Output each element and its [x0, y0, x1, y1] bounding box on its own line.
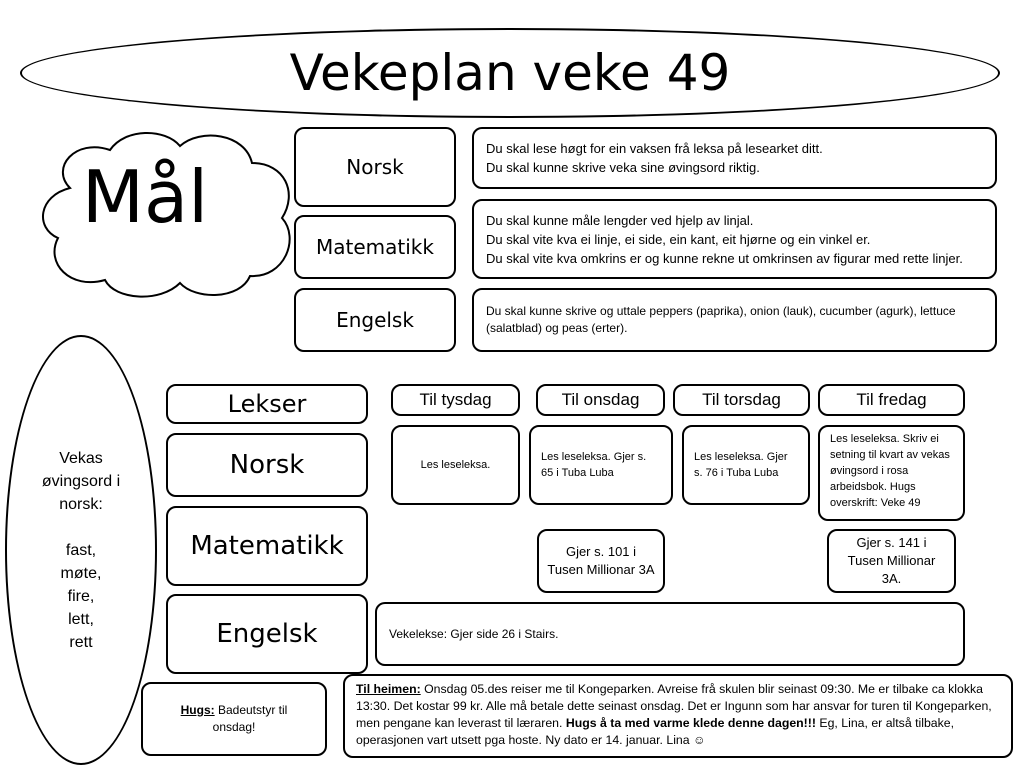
home-note-label: Til heimen:	[356, 682, 421, 696]
goal-subject-engelsk: Engelsk	[294, 288, 456, 352]
goal-text-matematikk	[472, 199, 997, 279]
homework-norsk-torsdag: Les leseleksa. Gjer s. 76 i Tuba Luba	[682, 425, 810, 505]
homework-norsk-fredag: Les leseleksa. Skriv ei setning til kvart av vekas øvingsord i rosa arbeidsbok. Hugs overskrift: Veke 49	[818, 425, 965, 521]
homework-matematikk-fredag: Gjer s. 141 i Tusen Millionar 3A.	[827, 529, 956, 593]
practice-words-heading: Vekas øvingsord i norsk:	[41, 449, 121, 513]
home-note-text-end: Eg, Lina, er altså tilbake, operasjonen vart utsett pga hoste. Ny dato er 14. januar. Lina ☺	[356, 716, 955, 747]
goal-text-norsk	[472, 127, 997, 189]
homework-norsk-tysdag: Les leseleksa.	[391, 425, 520, 505]
remember-label: Hugs:	[180, 703, 215, 717]
goal-line: Du skal vite kva ei linje, ei side, ein kant, eit hjørne og ein vinkel er.	[486, 231, 871, 247]
homework-matematikk-onsdag: Gjer s. 101 i Tusen Millionar 3A	[537, 529, 665, 593]
title-banner	[20, 28, 1000, 118]
goal-subject-matematikk: Matematikk	[294, 215, 456, 279]
homework-subject-matematikk: Matematikk	[166, 506, 368, 586]
home-note-text: Onsdag 05.des reiser me til Kongeparken. Avreise frå skulen blir seinast 09:30. Me er tilbake ca klokka 13:30. Det kostar 99 kr. Alle må betale dette seinast onsdag. Det er Ingunn som har ansvar for turen til Kongeparken, men pengane kan leverast til læraren.	[356, 682, 992, 730]
remember-box	[141, 682, 327, 756]
day-header-tysdag: Til tysdag	[391, 384, 520, 416]
goal-text-engelsk	[472, 288, 997, 352]
goal-line: Du skal kunne måle lengder ved hjelp av linjal.	[486, 212, 754, 228]
goal-line: Du skal kunne skrive veka sine øvingsord riktig.	[486, 160, 760, 175]
goals-heading: Mål	[81, 155, 209, 239]
homework-norsk-onsdag: Les leseleksa. Gjer s. 65 i Tuba Luba	[529, 425, 673, 505]
homework-subject-engelsk: Engelsk	[166, 594, 368, 674]
day-header-torsdag: Til torsdag	[673, 384, 810, 416]
home-note-box	[343, 674, 1013, 758]
homework-heading: Lekser	[166, 384, 368, 424]
goal-line: Du skal vite kva omkrins er og kunne rekne ut omkrinsen av figurar med rette linjer.	[486, 250, 963, 266]
goal-line: Du skal lese høgt for ein vaksen frå leksa på lesearket ditt.	[486, 141, 823, 156]
day-header-fredag: Til fredag	[818, 384, 965, 416]
homework-subject-norsk: Norsk	[166, 433, 368, 497]
home-note-bold: Hugs å ta med varme klede denne dagen!!!	[565, 716, 816, 730]
practice-words-list: fast, møte, fire, lett, rett	[60, 541, 102, 651]
page-title: Vekeplan veke 49	[289, 44, 731, 102]
goal-line: Du skal kunne skrive og uttale peppers (paprika), onion (lauk), cucumber (agurk), lettuce (salatblad) og peas (erter).	[486, 304, 956, 335]
goal-subject-norsk: Norsk	[294, 127, 456, 207]
practice-words-ellipse	[5, 335, 157, 765]
remember-text: Badeutstyr til onsdag!	[212, 703, 288, 734]
day-header-onsdag: Til onsdag	[536, 384, 665, 416]
homework-engelsk: Vekelekse: Gjer side 26 i Stairs.	[375, 602, 965, 666]
